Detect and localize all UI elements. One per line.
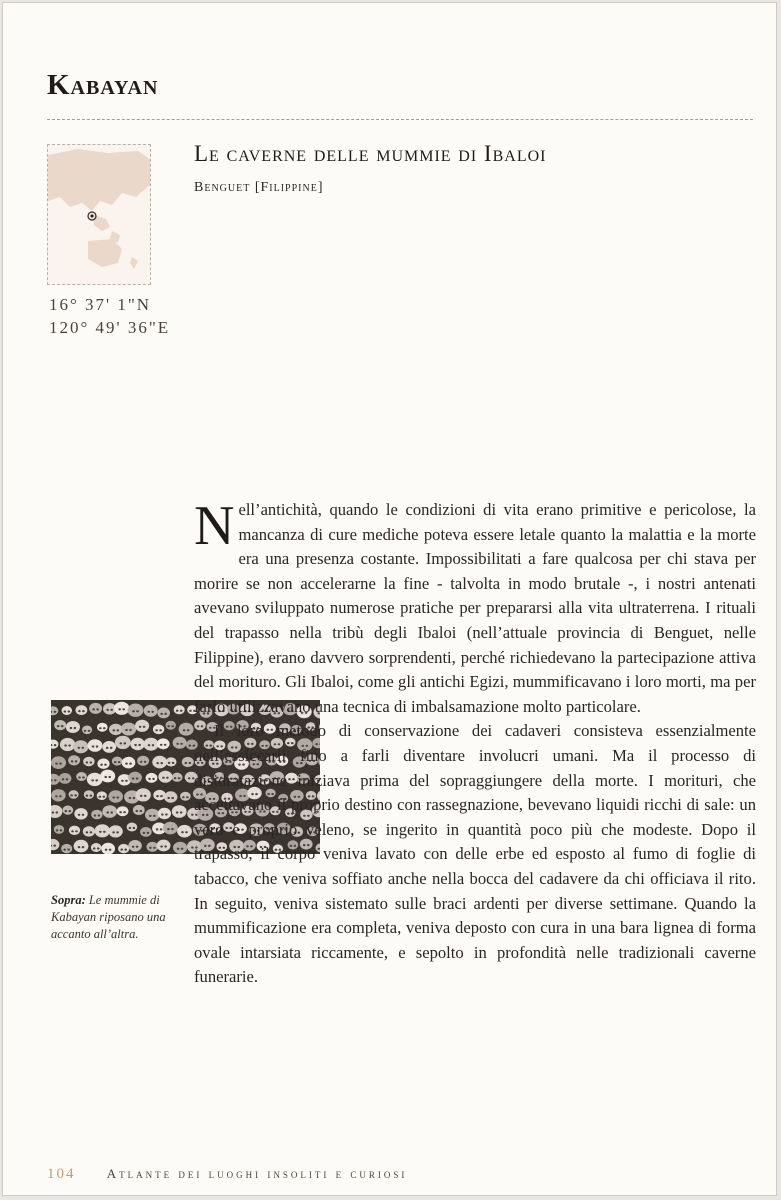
locator-map — [47, 144, 151, 285]
article-location: Benguet [Filippine] — [194, 180, 324, 195]
caption-lead: Sopra: — [51, 893, 86, 907]
page-number: 104 — [47, 1166, 76, 1182]
article-title: Le caverne delle mummie di Ibaloi — [194, 141, 547, 166]
paragraph-1 — [194, 495, 756, 719]
paragraph-2 — [194, 719, 756, 990]
page-footer — [47, 1166, 407, 1183]
place-heading: Kabayan — [47, 69, 159, 101]
running-title: Atlante dei luoghi insoliti e curiosi — [106, 1166, 408, 1181]
book-page — [2, 2, 777, 1196]
photo-caption — [51, 892, 181, 943]
article-body — [194, 495, 756, 990]
paragraph-2-text: Il loro metodo di conservazione dei cadaveri consisteva essenzialmente nell’essiccarli fino a farli diventare involucri umani. Ma il processo di disidratazione iniziava prima del sopraggiungere della morte. I morituri, che accettavano il proprio destino con rassegnazione, bevevano liquidi ricchi di sale: un vero e proprio veleno, se ingerito in quantità poco più che modeste. Dopo il trapasso, il corpo veniva lavato con delle erbe ed esposto al fumo di foglie di tabacco, che veniva soffiato anche nella bocca del cadavere da chi officiava il rito. In seguito, veniva sistemato sulle braci ardenti per diverse settimane. Quando la mummificazione era completa, veniva deposto con cura in una bara lignea di forma ovale intarsiata riccamente, e sepolto in profondità nelle tradizionali caverne funerarie. — [194, 721, 756, 987]
world-map-icon — [48, 145, 150, 284]
latitude: 16° 37' 1"N — [49, 295, 152, 314]
caption-text: Le mummie di Kabayan riposano una accanto all’altra. — [51, 893, 166, 941]
drop-cap: N — [194, 495, 235, 557]
dashed-divider — [47, 119, 753, 120]
coordinates — [49, 293, 170, 339]
longitude: 120° 49' 36"E — [49, 318, 171, 337]
paragraph-1-text: ell’antichità, quando le condizioni di vita erano primitive e pericolose, la mancanza di cure mediche poteva essere letale quanto la malattia e la morte era una presenza costante. Impossibilitati a fare qualcosa per chi stava per morire se non accelerarne la fine - talvolta in modo brutale -, i nostri antenati avevano sviluppato numerose pratiche per prepararsi alla vita ultraterrena. I rituali del trapasso nella tribù degli Ibaloi (nell’attuale provincia di Benguet, nelle Filippine), erano davvero sorprendenti, perché richiedevano la partecipazione attiva del morituro. Gli Ibaloi, come gli antichi Egizi, mummificavano i loro morti, ma per farlo utilizzavano una tecnica di imbalsamazione molto particolare. — [194, 500, 756, 716]
